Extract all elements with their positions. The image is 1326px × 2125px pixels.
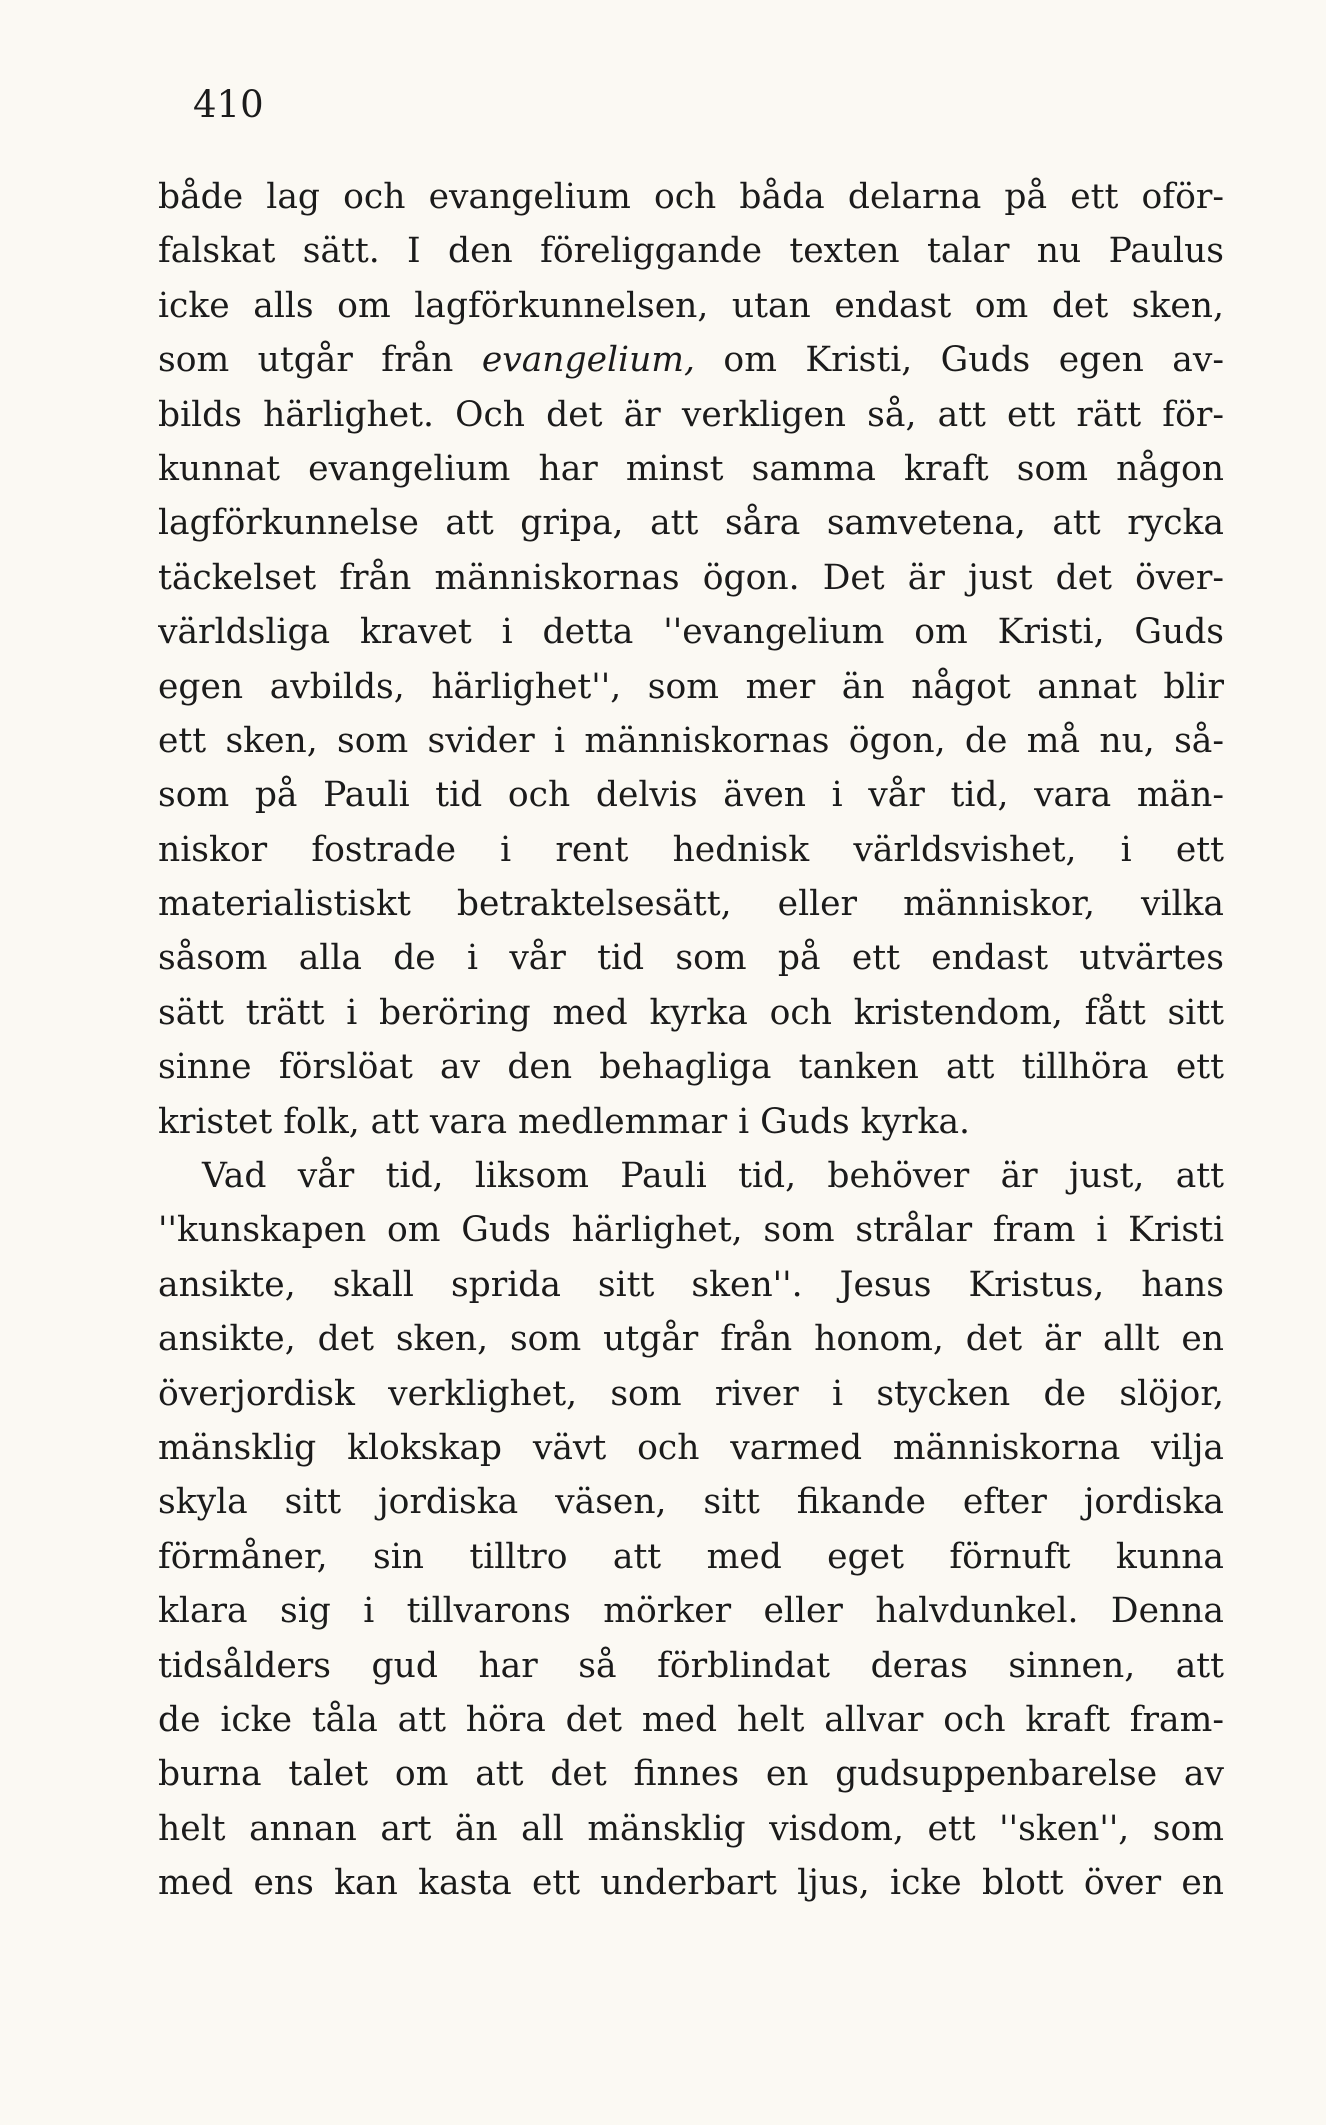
text-span: ett sken, som svider i människornas ögon, de må nu, så- <box>158 720 1224 761</box>
text-span: sinne förslöat av den behagliga tanken att tillhöra ett <box>158 1047 1224 1088</box>
text-line <box>158 714 1224 768</box>
text-line <box>158 333 1224 387</box>
text-span: falskat sätt. I den föreliggande texten talar nu Paulus <box>158 231 1224 272</box>
text-span: ansikte, det sken, som utgår från honom, det är allt en <box>158 1319 1224 1360</box>
text-line <box>158 1747 1224 1801</box>
text-span: lagförkunnelse att gripa, att såra samvetena, att rycka <box>158 503 1224 544</box>
text-line <box>158 1421 1224 1475</box>
text-line <box>158 823 1224 877</box>
text-span: tidsålders gud har så förblindat deras sinnen, att <box>158 1645 1224 1686</box>
page-number: 410 <box>193 83 264 126</box>
text-span: med ens kan kasta ett underbart ljus, icke blott över en <box>158 1863 1224 1904</box>
text-line <box>158 442 1224 496</box>
text-span: överjordisk verklighet, som river i stycken de slöjor, <box>158 1373 1224 1414</box>
text-span: täckelset från människornas ögon. Det är just det över- <box>158 557 1224 598</box>
text-line <box>158 224 1224 278</box>
text-line <box>158 931 1224 985</box>
text-span: egen avbilds, härlighet'', som mer än något annat blir <box>158 666 1224 707</box>
text-span: helt annan art än all mänsklig visdom, ett ''sken'', som <box>158 1808 1224 1849</box>
text-line <box>158 660 1224 714</box>
text-span: ansikte, skall sprida sitt sken''. Jesus Kristus, hans <box>158 1264 1224 1305</box>
text-span: niskor fostrade i rent hednisk världsvishet, i ett <box>158 829 1224 870</box>
text-span: kunnat evangelium har minst samma kraft som någon <box>158 448 1224 489</box>
text-line <box>158 1312 1224 1366</box>
text-line <box>158 170 1224 224</box>
text-line <box>158 1584 1224 1638</box>
paragraph-first-line <box>158 1149 1224 1203</box>
text-span: både lag och evangelium och båda delarna på ett oför- <box>158 177 1224 217</box>
emphasis-span: evangelium, <box>481 340 695 381</box>
text-line <box>158 496 1224 550</box>
text-line <box>158 768 1224 822</box>
text-line <box>158 551 1224 605</box>
text-span: förmåner, sin tilltro att med eget förnuft kunna <box>158 1536 1224 1577</box>
text-line <box>158 1530 1224 1584</box>
text-span: icke alls om lagförkunnelsen, utan endast om det sken, <box>158 285 1224 326</box>
text-span: Vad vår tid, liksom Pauli tid, behöver är just, att <box>202 1156 1224 1197</box>
text-span: de icke tåla att höra det med helt allvar och kraft fram- <box>158 1699 1224 1740</box>
paragraph-last-line <box>158 1095 1224 1149</box>
text-span: materialistiskt betraktelsesätt, eller människor, vilka <box>158 884 1224 925</box>
text-span: kristet folk, att vara medlemmar i Guds kyrka. <box>158 1101 970 1142</box>
body-text <box>158 170 1224 1911</box>
text-line <box>158 1040 1224 1094</box>
text-span: mänsklig klokskap vävt och varmed människorna vilja <box>158 1427 1224 1468</box>
text-span: bilds härlighet. Och det är verkligen så, att ett rätt för- <box>158 394 1224 435</box>
text-span: klara sig i tillvarons mörker eller halvdunkel. Denna <box>158 1591 1224 1632</box>
text-line <box>158 388 1224 442</box>
text-span: världsliga kravet i detta ''evangelium om Kristi, Guds <box>158 612 1224 653</box>
text-span: om Kristi, Guds egen av- <box>694 340 1224 381</box>
text-line <box>158 605 1224 659</box>
text-line <box>158 1258 1224 1312</box>
text-span: som på Pauli tid och delvis även i vår tid, vara män- <box>158 775 1224 816</box>
text-line <box>158 1693 1224 1747</box>
text-span: burna talet om att det finnes en gudsuppenbarelse av <box>158 1754 1224 1795</box>
text-span: som utgår från <box>158 340 482 381</box>
text-span: skyla sitt jordiska väsen, sitt fikande efter jordiska <box>158 1482 1224 1523</box>
text-line <box>158 1367 1224 1421</box>
text-span: sätt trätt i beröring med kyrka och kristendom, fått sitt <box>158 992 1224 1033</box>
text-line <box>158 877 1224 931</box>
text-line <box>158 1802 1224 1856</box>
text-line <box>158 1475 1224 1529</box>
text-line <box>158 986 1224 1040</box>
text-line <box>158 279 1224 333</box>
text-span: ''kunskapen om Guds härlighet, som strålar fram i Kristi <box>158 1210 1224 1251</box>
text-line <box>158 1639 1224 1693</box>
text-span: såsom alla de i vår tid som på ett endast utvärtes <box>158 938 1224 979</box>
text-line <box>158 1856 1224 1910</box>
text-line <box>158 1203 1224 1257</box>
